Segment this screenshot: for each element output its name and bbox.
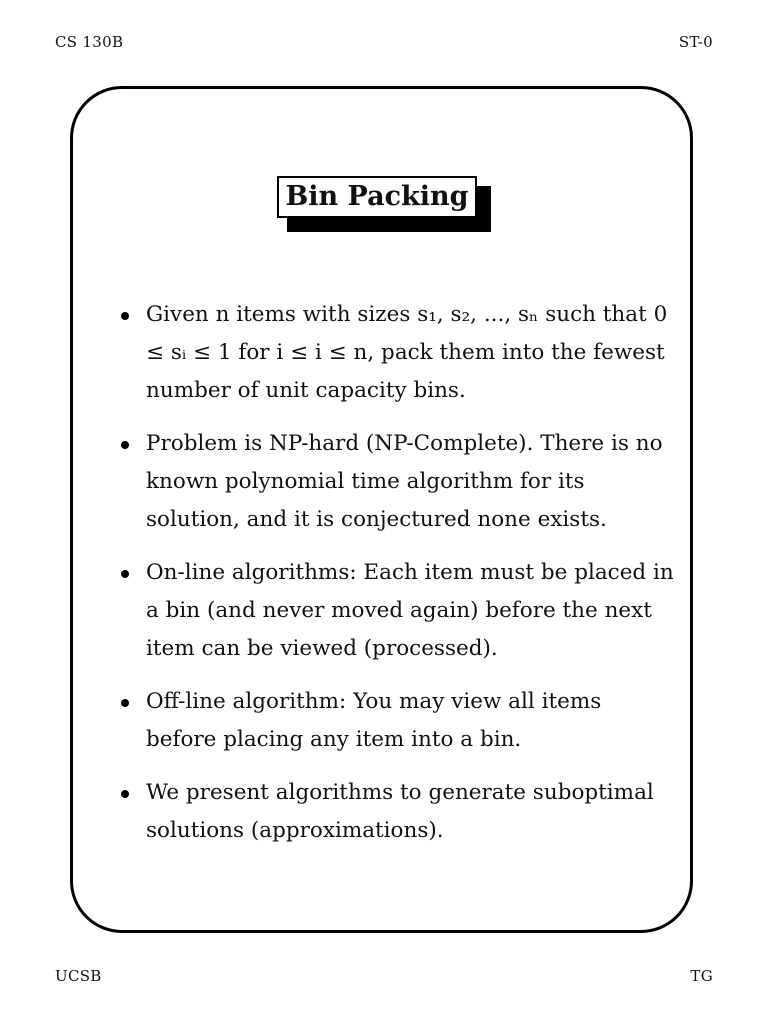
bullet-item	[118, 425, 678, 539]
bullet-dot-icon	[121, 441, 129, 449]
footer-institution: UCSB	[55, 967, 102, 985]
bullet-text: Problem is NP-hard (NP-Complete). There is no known polynomial time algorithm for its solution, and it is conjectured none exists.	[146, 431, 663, 532]
header-course: CS 130B	[55, 33, 124, 51]
title-container	[277, 176, 477, 218]
bullet-dot-icon	[121, 570, 129, 578]
bullet-dot-icon	[121, 699, 129, 707]
bullet-text: We present algorithms to generate suboptimal solutions (approximations).	[146, 780, 654, 843]
bullet-dot-icon	[121, 312, 129, 320]
bullet-text: On-line algorithms: Each item must be placed in a bin (and never moved again) before the next item can be viewed (processed).	[146, 560, 674, 661]
bullet-item	[118, 683, 678, 759]
slide-title: Bin Packing	[277, 176, 477, 218]
header-slide-id: ST-0	[678, 33, 713, 51]
bullet-dot-icon	[121, 790, 129, 798]
bullet-item	[118, 774, 678, 850]
bullet-item	[118, 296, 678, 410]
bullet-item	[118, 554, 678, 668]
bullet-text: Off-line algorithm: You may view all items before placing any item into a bin.	[146, 689, 602, 752]
bullet-list	[118, 296, 678, 865]
bullet-text: Given n items with sizes s₁, s₂, ..., sₙ such that 0 ≤ sᵢ ≤ 1 for i ≤ i ≤ n, pack them into the fewest number of unit capacity bins.	[146, 302, 668, 403]
footer-author: TG	[690, 967, 713, 985]
